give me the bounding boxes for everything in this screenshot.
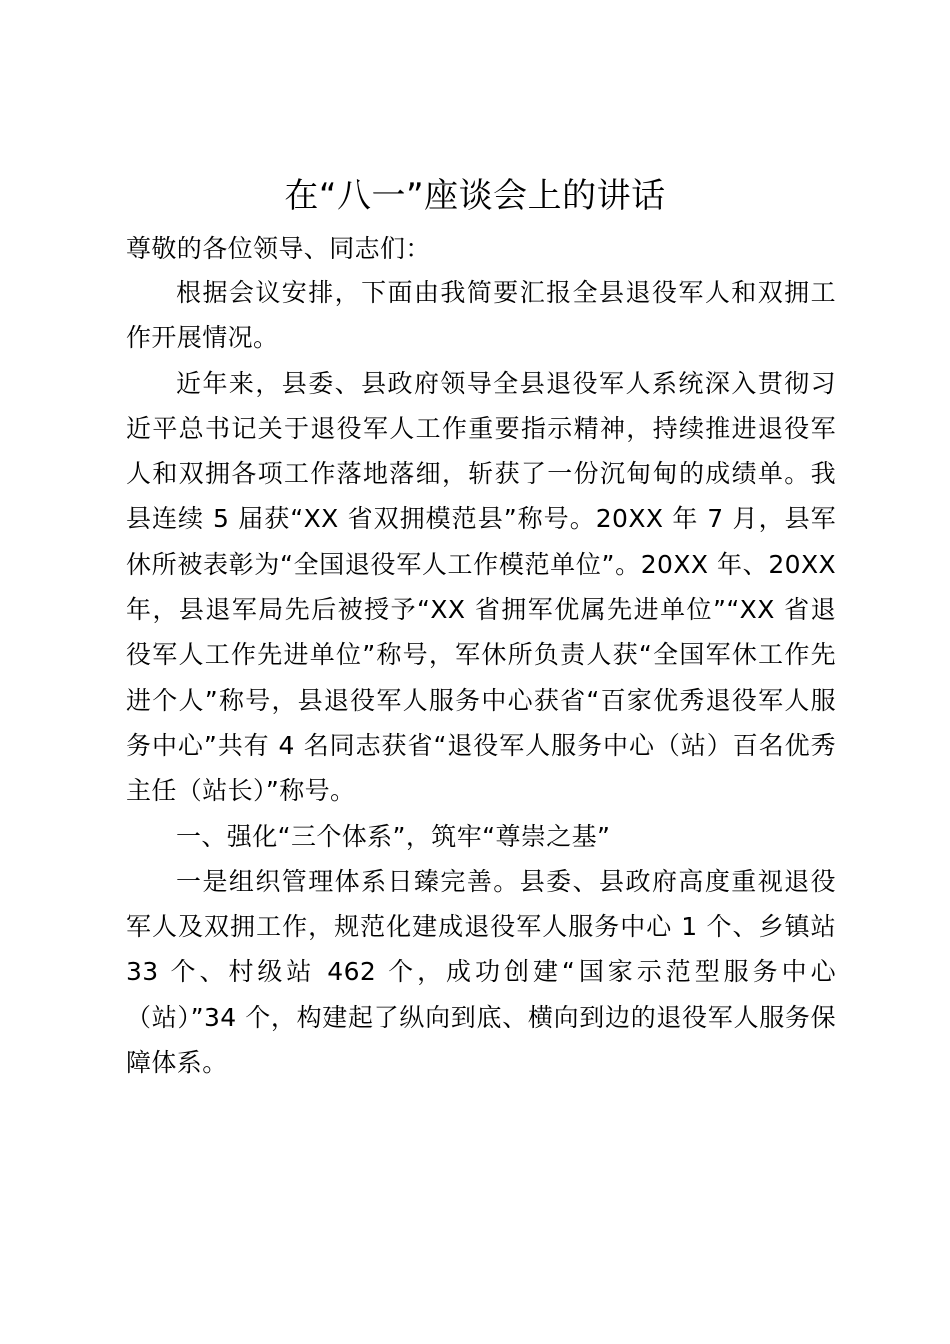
document-body	[126, 270, 836, 1085]
paragraph-achievements: 近年来，县委、县政府领导全县退役军人系统深入贯彻习近平总书记关于退役军人工作重要指示精神，持续推进退役军人和双拥各项工作落地落细，斩获了一份沉甸甸的成绩单。我县连续 5 届获“XX 省双拥模范县”称号。20XX 年 7 月，县军休所被表彰为“全国退役军人工作模范单位”。20XX 年、20XX 年，县退军局先后被授予“XX 省拥军优属先进单位”“XX 省退役军人工作先进单位”称号，军休所负责人获“全国军休工作先进个人”称号，县退役军人服务中心获省“百家优秀退役军人服务中心”共有 4 名同志获省“退役军人服务中心（站）百名优秀主任（站长）”称号。	[126, 368, 836, 806]
salutation: 尊敬的各位领导、同志们：	[126, 234, 431, 263]
paragraph-organization: 一是组织管理体系日臻完善。县委、县政府高度重视退役军人及双拥工作，规范化建成退役军人服务中心 1 个、乡镇站 33 个、村级站 462 个，成功创建“国家示范型服务中心（站）”34 个，构建起了纵向到底、横向到边的退役军人服务保障体系。	[126, 866, 836, 1078]
paragraph-intro: 根据会议安排，下面由我简要汇报全县退役军人和双拥工作开展情况。	[126, 278, 836, 353]
document-title: 在“八一”座谈会上的讲话	[284, 176, 666, 216]
section-heading: 一、强化“三个体系”，筑牢“尊崇之基”	[176, 821, 611, 851]
